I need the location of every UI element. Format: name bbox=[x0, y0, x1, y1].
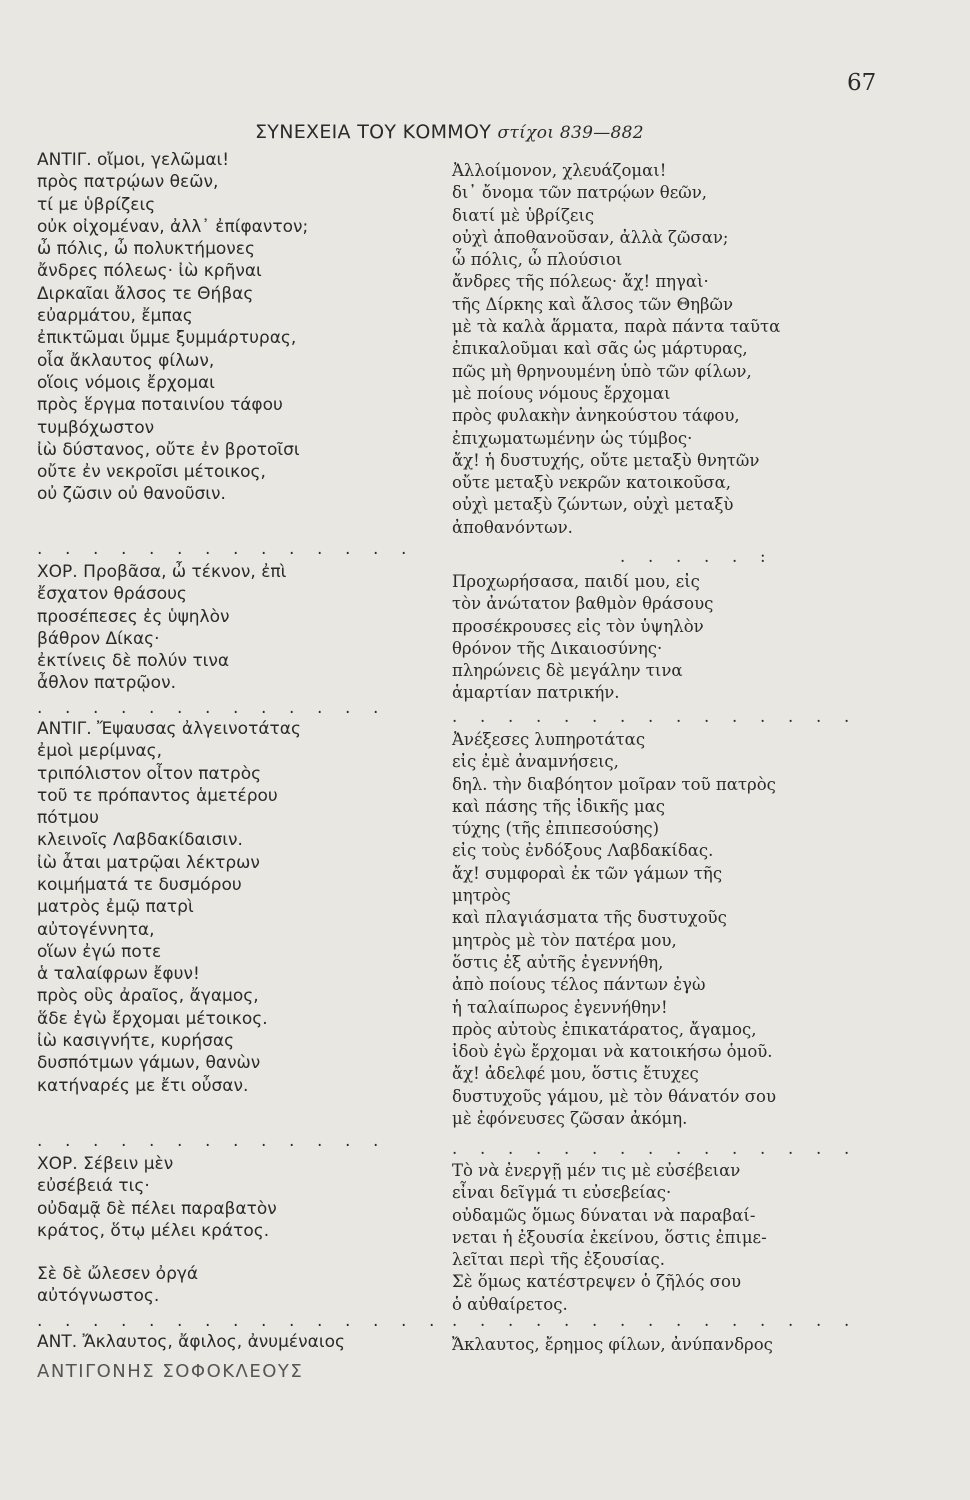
verse-line: Ἀνέξεσες λυπηροτάτας bbox=[452, 730, 646, 749]
separator-dots: . . . . . . . . . . . . . bbox=[37, 1131, 379, 1151]
verse-line: πρὸς ἕργμα ποταινίου τάφου bbox=[37, 395, 283, 416]
right-verse-block bbox=[452, 160, 780, 539]
left-verse-block bbox=[37, 718, 301, 874]
verse-line: ἄχ! ἡ δυστυχής, οὔτε μεταξὺ θνητῶν bbox=[452, 450, 760, 470]
verse-line: ἰὼ δύστανος, οὔτε ἐν βροτοῖσι bbox=[37, 439, 300, 460]
verse-line: τύχης (τῆς ἐπιπεσούσης) bbox=[452, 819, 660, 839]
verse-line: πρὸς πατρῴων θεῶν, bbox=[37, 172, 219, 193]
verse-line: πρὸς οὓς ἀραῖος, ἄγαμος, bbox=[37, 986, 259, 1007]
verse-line: τί με ὑβρίζεις bbox=[37, 194, 156, 215]
left-verse-block bbox=[37, 561, 286, 695]
verse-line: εἰς ἐμὲ ἀναμνήσεις, bbox=[452, 752, 619, 772]
verse-line: καὶ πλαγιάσματα τῆς δυστυχοῦς bbox=[452, 908, 727, 928]
section-title-verses: στίχοι 839—882 bbox=[497, 123, 644, 143]
verse-line: τὸν ἀνώτατον βαθμὸν θράσους bbox=[452, 594, 714, 614]
verse-line: δι᾿ ὄνομα τῶν πατρῴων θεῶν, bbox=[452, 183, 707, 203]
verse-line: ἀποθανόντων. bbox=[452, 517, 573, 537]
verse-line: καὶ πάσης τῆς ἰδικῆς μας bbox=[452, 796, 665, 816]
verse-line: διατί μὲ ὑβρίζεις bbox=[452, 205, 595, 225]
verse-line: Ἄκλαυτος, ἔρημος φίλων, ἀνύπανδρος bbox=[452, 1335, 773, 1354]
verse-line: ὦ πόλις, ὦ πλούσιοι bbox=[452, 250, 623, 270]
verse-line: κλεινοῖς Λαβδακίδαισιν. bbox=[37, 830, 243, 851]
verse-line: εἶναι δεῖγμά τι εὐσεβείας· bbox=[452, 1183, 672, 1203]
verse-line: ἔσχατον θράσους bbox=[37, 584, 187, 605]
verse-line: ὦ πόλις, ὦ πολυκτήμονες bbox=[37, 239, 255, 260]
verse-line: δυσπότμων γάμων, θανὼν bbox=[37, 1053, 261, 1074]
verse-line: τυμβόχωστον bbox=[37, 417, 155, 438]
verse-line: ὅστις ἐξ αὐτῆς ἐγεννήθη, bbox=[452, 952, 664, 972]
verse-line: θρόνον τῆς Δικαιοσύνης· bbox=[452, 638, 663, 658]
verse-line: αὐτόγνωστος. bbox=[37, 1286, 160, 1307]
verse-line: ἁμαρτίαν πατρικήν. bbox=[452, 683, 620, 703]
verse-line: δυστυχοῦς γάμου, μὲ τὸν θάνατόν σου bbox=[452, 1086, 776, 1106]
verse-line: ἄχ! συμφοραὶ ἐκ τῶν γάμων τῆς bbox=[452, 863, 723, 883]
verse-line: οὔτε μεταξὺ νεκρῶν κατοικοῦσα, bbox=[452, 473, 732, 493]
verse-line: ἄνδρες πόλεως· ἰὼ κρῆναι bbox=[37, 261, 262, 282]
separator-dots: . . . . . . . . . . . . . . . bbox=[37, 1311, 435, 1331]
verse-line: τῆς Δίρκης καὶ ἄλσος τῶν Θηβῶν bbox=[452, 294, 734, 314]
verse-line: πρὸς φυλακὴν ἀνηκούστου τάφου, bbox=[452, 406, 740, 426]
verse-line: ἐμοὶ μερίμνας, bbox=[37, 741, 163, 762]
right-verse-block bbox=[452, 1334, 773, 1356]
verse-line: κοιμήματά τε δυσμόρου bbox=[37, 875, 242, 895]
separator-dots: . . . . . . . . . . . . . . bbox=[37, 539, 407, 559]
running-footer: ΑΝΤΙΓΟΝΗΣ ΣΟΦΟΚΛΕΟΥΣ bbox=[37, 1361, 304, 1382]
verse-line: οὐδαμῶς ὅμως δύναται νὰ παραβαί- bbox=[452, 1205, 756, 1225]
verse-line: προσέπεσες ἐς ὑψηλὸν bbox=[37, 606, 230, 627]
verse-line: πότμου bbox=[37, 808, 99, 829]
separator-dots: . . . . . : bbox=[620, 547, 766, 566]
verse-line: αὐτογέννητα, bbox=[37, 919, 155, 940]
verse-line: μὲ ποίους νόμους ἔρχομαι bbox=[452, 383, 671, 403]
verse-line: ἄχ! ἀδελφέ μου, ὅστις ἔτυχες bbox=[452, 1064, 699, 1084]
verse-line: Προχωρήσασα, παιδί μου, εἰς bbox=[452, 572, 700, 591]
verse-line: ἀπὸ ποίους τέλος πάντων ἐγὼ bbox=[452, 975, 706, 995]
verse-line: ΧΟΡ. Προβᾶσα, ὦ τέκνον, ἐπὶ bbox=[37, 562, 287, 582]
verse-line: νεται ἡ ἐξουσία ἐκείνου, ὅστις ἐπιμε- bbox=[452, 1227, 767, 1247]
verse-line: τριπόλιστον οἶτον πατρὸς bbox=[37, 763, 262, 784]
separator-dots: . . . . . . . . . . . . . . . bbox=[452, 1311, 850, 1330]
verse-line: ΑΝΤΙΓ. οἴμοι, γελῶμαι! bbox=[37, 150, 230, 170]
right-verse-block bbox=[452, 571, 713, 705]
verse-line: κατήναρές με ἔτι οὖσαν. bbox=[37, 1075, 249, 1096]
verse-line: ἐκτίνεις δὲ πολύν τινα bbox=[37, 651, 230, 672]
verse-line: Σὲ δὲ ὤλεσεν ὀργά bbox=[37, 1264, 199, 1284]
verse-line: εὐσέβειά τις· bbox=[37, 1176, 150, 1197]
verse-line: μητρὸς μὲ τὸν πατέρα μου, bbox=[452, 930, 677, 950]
left-verse-block bbox=[37, 149, 308, 506]
verse-line: τοῦ τε πρόπαντος ἁμετέρου bbox=[37, 785, 278, 806]
left-verse-block bbox=[37, 1263, 198, 1308]
verse-line: μητρὸς bbox=[452, 886, 511, 906]
verse-line: πῶς μὴ θρηνουμένη ὑπὸ τῶν φίλων, bbox=[452, 361, 752, 381]
verse-line: οὐ ζῶσιν οὐ θανοῦσιν. bbox=[37, 484, 226, 505]
right-verse-block bbox=[452, 1160, 767, 1316]
left-verse-block bbox=[37, 1153, 277, 1242]
verse-line: ἡ ταλαίπωρος ἐγεννήθην! bbox=[452, 997, 668, 1017]
verse-line: ἰὼ ἆται ματρῷαι λέκτρων bbox=[37, 852, 260, 873]
verse-line: οὐκ οἰχομέναν, ἀλλ᾿ ἐπίφαντον; bbox=[37, 216, 309, 237]
left-verse-block bbox=[37, 1331, 345, 1353]
verse-line: Ἀλλοίμονον, χλευάζομαι! bbox=[452, 161, 667, 180]
verse-line: Διρκαῖαι ἄλσος τε Θήβας bbox=[37, 283, 254, 304]
verse-line: οὔτε ἐν νεκροῖσι μέτοικος, bbox=[37, 462, 266, 483]
verse-line: ἁ ταλαίφρων ἔφυν! bbox=[37, 964, 200, 985]
verse-line: εἰς τοὺς ἐνδόξους Λαβδακίδας. bbox=[452, 841, 714, 861]
verse-line: οἵων ἐγώ ποτε bbox=[37, 941, 162, 962]
verse-line: ἰδοὺ ἐγὼ ἔρχομαι νὰ κατοικήσω ὁμοῦ. bbox=[452, 1042, 773, 1062]
page-number: 67 bbox=[847, 70, 877, 96]
separator-dots: . . . . . . . . . . . . . . . bbox=[452, 707, 850, 726]
verse-line: οὐχὶ ἀποθανοῦσαν, ἀλλὰ ζῶσαν; bbox=[452, 227, 729, 247]
verse-line: πρὸς αὐτοὺς ἐπικατάρατος, ἄγαμος, bbox=[452, 1019, 757, 1039]
verse-line: κράτος, ὅτῳ μέλει κράτος. bbox=[37, 1220, 270, 1241]
verse-line: Σὲ ὅμως κατέστρεψεν ὁ ζῆλός σου bbox=[452, 1272, 742, 1292]
verse-line: δηλ. τὴν διαβόητον μοῖραν τοῦ πατρὸς bbox=[452, 774, 776, 794]
verse-line: προσέκρουσες εἰς τὸν ὑψηλὸν bbox=[452, 616, 704, 636]
verse-line: ἐπιχωματωμένην ὡς τύμβος· bbox=[452, 428, 693, 448]
verse-line: βάθρον Δίκας· bbox=[37, 628, 160, 649]
verse-line: πληρώνεις δὲ μεγάλην τινα bbox=[452, 661, 683, 681]
verse-line: ΧΟΡ. Σέβειν μὲν bbox=[37, 1154, 174, 1174]
verse-line: οὐχὶ μεταξὺ ζώντων, οὐχὶ μεταξὺ bbox=[452, 495, 734, 515]
section-title bbox=[255, 121, 644, 143]
separator-dots: . . . . . . . . . . . . . bbox=[37, 698, 379, 718]
section-title-main: ΣΥΝΕΧΕΙΑ ΤΟΥ ΚΟΜΜΟΥ bbox=[255, 121, 492, 143]
verse-line: εὐαρμάτου, ἔμπας bbox=[37, 306, 193, 327]
verse-line: ἆθλον πατρῷον. bbox=[37, 673, 176, 694]
left-verse-block bbox=[37, 874, 268, 1097]
verse-line: ΑΝΤΙΓ. Ἔψαυσας ἀλγεινοτάτας bbox=[37, 719, 301, 739]
verse-line: ὁ αὐθαίρετος. bbox=[452, 1294, 568, 1314]
verse-line: λεῖται περὶ τῆς ἐξουσίας. bbox=[452, 1250, 666, 1270]
verse-line: Τὸ νὰ ἐνεργῇ μέν τις μὲ εὐσέβειαν bbox=[452, 1161, 741, 1180]
verse-line: οἷα ἄκλαυτος φίλων, bbox=[37, 350, 215, 371]
verse-line: ἰὼ κασιγνήτε, κυρήσας bbox=[37, 1031, 235, 1052]
verse-line: οἵοις νόμοις ἔρχομαι bbox=[37, 372, 215, 393]
verse-line: οὐδαμᾷ δὲ πέλει παραβατὸν bbox=[37, 1198, 277, 1219]
separator-dots: . . . . . . . . . . . . . . . bbox=[452, 1139, 850, 1158]
verse-line: ἐπικτῶμαι ὔμμε ξυμμάρτυρας, bbox=[37, 328, 297, 349]
verse-line: μὲ ἐφόνευσες ζῶσαν ἀκόμη. bbox=[452, 1109, 688, 1129]
verse-line: ΑΝΤ. Ἄκλαυτος, ἄφιλος, ἀνυμέναιος bbox=[37, 1332, 345, 1352]
verse-line: μὲ τὰ καλὰ ἅρματα, παρὰ πάντα ταῦτα bbox=[452, 317, 781, 337]
verse-line: ἄνδρες τῆς πόλεως· ἄχ! πηγαὶ· bbox=[452, 272, 709, 292]
verse-line: ἐπικαλοῦμαι καὶ σᾶς ὡς μάρτυρας, bbox=[452, 339, 748, 359]
verse-line: ἅδε ἐγὼ ἔρχομαι μέτοικος. bbox=[37, 1008, 268, 1029]
verse-line: ματρὸς ἐμῷ πατρὶ bbox=[37, 897, 194, 918]
right-verse-block bbox=[452, 729, 776, 1130]
